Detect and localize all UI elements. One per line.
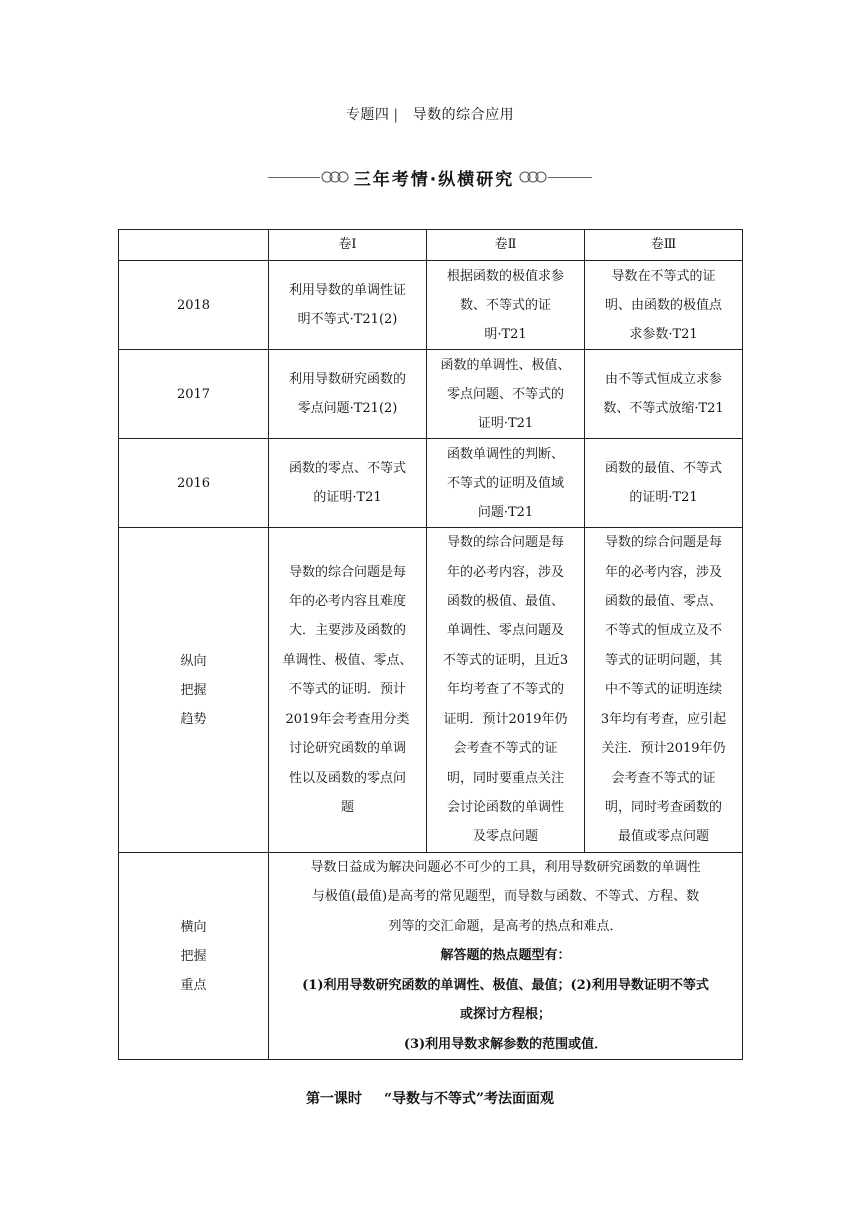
trend-line: 关注．预计2019年仍 — [601, 741, 726, 757]
focus-line: 与极值(最值)是高考的常见题型，而导数与函数、不等式、方程、数 — [311, 889, 700, 905]
section-banner — [0, 164, 860, 190]
trend-line: 明，同时考查函数的 — [604, 799, 722, 815]
trend-line: 年的必考内容，涉及 — [604, 564, 722, 580]
cell-line: 零点问题、不等式的 — [446, 386, 564, 402]
trend-line: 不等式的证明，且近3 — [442, 652, 569, 668]
header-cell-empty — [119, 230, 269, 261]
trend-line: 年均考查了不等式的 — [446, 682, 564, 698]
cell-paper-2 — [427, 261, 585, 350]
cell-paper-3 — [585, 350, 743, 439]
trend-cell-paper-3 — [585, 528, 743, 853]
focus-label-line: 重点 — [180, 977, 207, 993]
cell-line: 函数的单调性、极值、 — [440, 357, 571, 373]
cell-line: 的证明·T21 — [629, 490, 698, 505]
trend-line: 单调性、零点问题及 — [446, 623, 564, 639]
trend-line: 不等式的恒成立及不 — [604, 623, 722, 639]
trend-line: 大．主要涉及函数的 — [288, 623, 406, 639]
cell-line: 不等式的证明及值域 — [446, 475, 564, 491]
trend-line: 会考查不等式的证 — [453, 741, 558, 757]
focus-line: 解答题的热点题型有： — [440, 948, 571, 964]
table-row-trend — [119, 528, 743, 853]
trend-line: 性以及函数的零点问 — [288, 770, 406, 786]
cell-paper-3 — [585, 261, 743, 350]
cell-line: 函数单调性的判断、 — [446, 446, 564, 462]
trend-line: 导数的综合问题是每 — [604, 535, 722, 551]
focus-line: (3)利用导数求解参数的范围或值． — [403, 1036, 608, 1052]
trend-label-line: 趋势 — [180, 711, 207, 727]
trend-line: 会讨论函数的单调性 — [446, 799, 564, 815]
banner-right-line — [548, 177, 592, 178]
cell-line: 明·T21 — [484, 326, 527, 342]
cell-line: 利用导数的单调性证 — [288, 283, 406, 298]
page-header — [0, 104, 860, 124]
trend-line: 年的必考内容，涉及 — [446, 564, 564, 580]
cell-paper-3 — [585, 439, 743, 528]
table-row-2017 — [119, 350, 743, 439]
cell-paper-2 — [427, 350, 585, 439]
cell-paper-1 — [269, 350, 427, 439]
header-cell-paper-3: 卷Ⅲ — [585, 230, 743, 261]
banner-title: 三年考情·纵横研究 — [353, 169, 515, 190]
trend-line: 单调性、极值、零点、 — [282, 652, 413, 668]
cell-line: 导数在不等式的证 — [611, 268, 716, 284]
cell-line: 的证明·T21 — [313, 490, 382, 505]
lesson-number: 第一课时 — [305, 1091, 362, 1107]
cell-line: 数、不等式的证 — [459, 297, 551, 313]
year-cell: 2018 — [119, 261, 269, 350]
header-cell-paper-1: 卷Ⅰ — [269, 230, 427, 261]
trend-line: 导数的综合问题是每 — [446, 535, 564, 551]
lesson-footer — [0, 1088, 860, 1108]
subject-label: 导数的综合应用 — [412, 107, 515, 123]
cell-line: 数、不等式放缩·T21 — [603, 401, 724, 416]
trend-line: 函数的极值、最值、 — [446, 594, 564, 610]
table-row-2016 — [119, 439, 743, 528]
cell-paper-1 — [269, 439, 427, 528]
topic-label: 专题四 — [345, 107, 390, 123]
trend-line: 3年均有考查，应引起 — [600, 711, 727, 727]
cell-line: 利用导数研究函数的 — [288, 372, 406, 387]
trend-cell-paper-1 — [269, 528, 427, 853]
cell-line: 函数的最值、不等式 — [604, 461, 722, 476]
trend-line: 中不等式的证明连续 — [604, 682, 722, 698]
header-cell-paper-2: 卷Ⅱ — [427, 230, 585, 261]
trend-label — [119, 528, 269, 853]
trend-line: 不等式的证明．预计 — [288, 682, 406, 698]
cell-line: 零点问题·T21(2) — [297, 401, 398, 416]
focus-content-cell — [269, 853, 743, 1060]
trend-line: 讨论研究函数的单调 — [288, 741, 406, 757]
focus-label-line: 把握 — [180, 948, 207, 964]
year-cell: 2017 — [119, 350, 269, 439]
focus-label-line: 横向 — [180, 919, 207, 935]
focus-line: 列等的交汇命题，是高考的热点和难点． — [388, 918, 623, 934]
exam-analysis-table — [118, 229, 743, 1060]
trend-label-line: 把握 — [180, 682, 207, 698]
trend-cell-paper-2 — [427, 528, 585, 853]
year-cell: 2016 — [119, 439, 269, 528]
cell-line: 明、由函数的极值点 — [604, 297, 722, 313]
cell-line: 函数的零点、不等式 — [288, 461, 406, 476]
trend-line: 及零点问题 — [472, 829, 538, 845]
cell-line: 明不等式·T21(2) — [297, 312, 398, 327]
trend-line: 最值或零点问题 — [617, 829, 709, 845]
lesson-title: “导数与不等式”考法面面观 — [383, 1091, 555, 1107]
trend-line: 证明．预计2019年仍 — [443, 711, 568, 727]
cell-line: 问题·T21 — [477, 504, 534, 520]
trend-line: 等式的证明问题，其 — [604, 652, 722, 668]
table-header-row — [119, 230, 743, 261]
cell-paper-2 — [427, 439, 585, 528]
trend-line: 明，同时要重点关注 — [446, 770, 564, 786]
trend-line: 2019年会考查用分类 — [285, 711, 410, 727]
ring-ornament-left-icon — [320, 170, 350, 184]
banner-left-line — [268, 177, 320, 178]
focus-line: 导数日益成为解决问题必不可少的工具，利用导数研究函数的单调性 — [310, 860, 701, 876]
header-separator: | — [393, 107, 399, 123]
trend-line: 题 — [340, 799, 354, 815]
table-row-focus — [119, 853, 743, 1060]
trend-label-line: 纵向 — [180, 653, 207, 669]
ring-ornament-right-icon — [518, 170, 548, 184]
trend-line: 会考查不等式的证 — [611, 770, 716, 786]
table-row-2018 — [119, 261, 743, 350]
focus-line: 或探讨方程根； — [459, 1007, 551, 1023]
focus-label — [119, 853, 269, 1060]
cell-line: 求参数·T21 — [629, 326, 698, 342]
trend-line: 函数的最值、零点、 — [604, 594, 722, 610]
cell-line: 证明·T21 — [477, 415, 534, 431]
trend-line: 年的必考内容且难度 — [288, 594, 406, 610]
trend-line: 导数的综合问题是每 — [288, 564, 406, 580]
focus-line: (1)利用导数研究函数的单调性、极值、最值；(2)利用导数证明不等式 — [302, 977, 709, 993]
cell-line: 根据函数的极值求参 — [446, 268, 564, 284]
cell-line: 由不等式恒成立求参 — [604, 372, 722, 387]
cell-paper-1 — [269, 261, 427, 350]
